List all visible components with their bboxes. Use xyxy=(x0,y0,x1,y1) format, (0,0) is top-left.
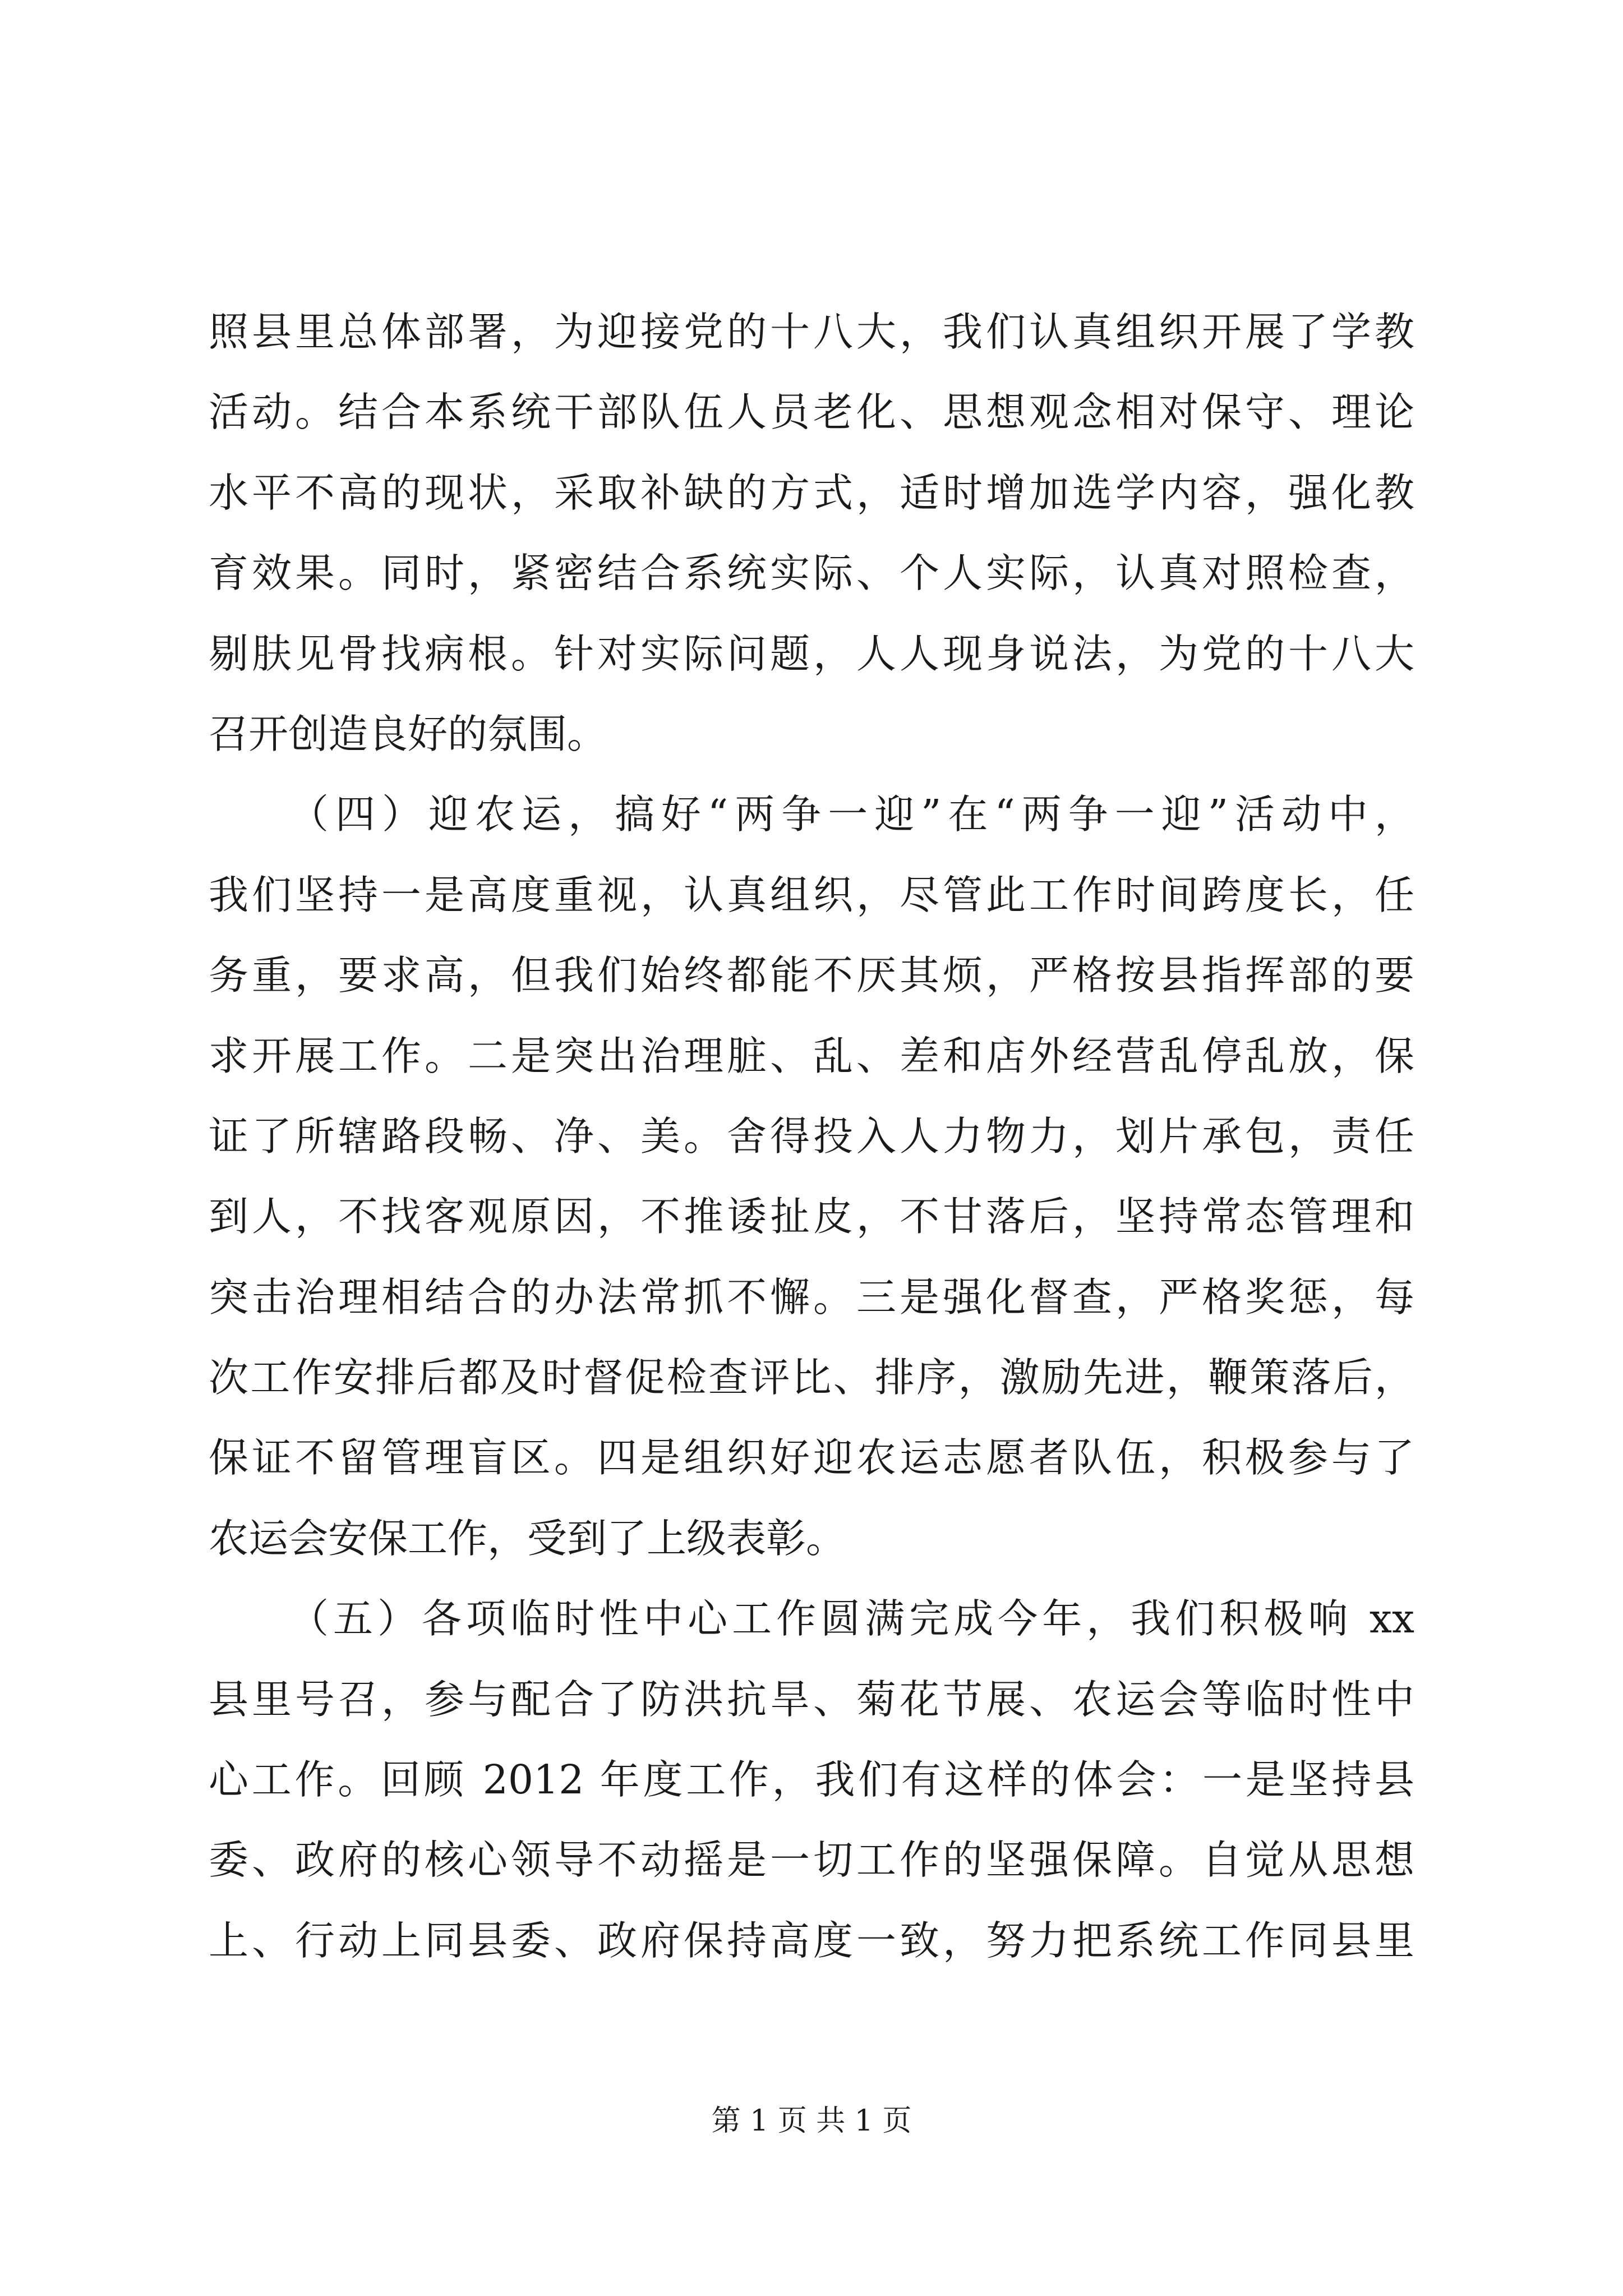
text-line: 照县里总体部署，为迎接党的十八大，我们认真组织开展了学教 xyxy=(209,309,1414,355)
text-line: 水平不高的现状，采取补缺的方式，适时增加选学内容，强化教 xyxy=(209,469,1414,516)
text-line: 上、行动上同县委、政府保持高度一致，努力把系统工作同县里 xyxy=(209,1917,1414,1964)
text-line: 委、政府的核心领导不动摇是一切工作的坚强保障。自觉从思想 xyxy=(209,1837,1414,1884)
text-line: 突击治理相结合的办法常抓不懈。三是强化督查，严格奖惩，每 xyxy=(209,1273,1414,1320)
text-line: 育效果。同时，紧密结合系统实际、个人实际，认真对照检查， xyxy=(209,550,1414,597)
text-line: 剔肤见骨找病根。针对实际问题，人人现身说法，为党的十八大 xyxy=(209,630,1414,677)
text-line: 求开展工作。二是突出治理脏、乱、差和店外经营乱停乱放，保 xyxy=(209,1032,1414,1079)
page-number-footer: 第 1 页 共 1 页 xyxy=(711,2104,912,2138)
text-line: 县里号召，参与配合了防洪抗旱、菊花节展、农运会等临时性中 xyxy=(209,1676,1414,1723)
text-line: 心工作。回顾 2012 年度工作，我们有这样的体会：一是坚持县 xyxy=(209,1756,1414,1803)
section-heading-line: （四）迎农运，搞好“两争一迎”在“两争一迎”活动中， xyxy=(289,791,1414,838)
text-line: 保证不留管理盲区。四是组织好迎农运志愿者队伍，积极参与了 xyxy=(209,1434,1414,1481)
section-heading-line: （五）各项临时性中心工作圆满完成今年，我们积极响 xx xyxy=(289,1595,1414,1642)
text-line: 农运会安保工作，受到了上级表彰。 xyxy=(209,1515,846,1562)
text-line: 活动。结合本系统干部队伍人员老化、思想观念相对保守、理论 xyxy=(209,389,1414,436)
text-line: 我们坚持一是高度重视，认真组织，尽管此工作时间跨度长，任 xyxy=(209,871,1414,918)
text-line: 召开创造良好的氛围。 xyxy=(209,710,607,757)
text-line: 务重，要求高，但我们始终都能不厌其烦，严格按县指挥部的要 xyxy=(209,952,1414,999)
text-line: 到人，不找客观原因，不推诿扯皮，不甘落后，坚持常态管理和 xyxy=(209,1193,1414,1240)
body-text xyxy=(209,292,1414,1981)
text-line: 次工作安排后都及时督促检查评比、排序，激励先进，鞭策落后， xyxy=(209,1354,1414,1401)
text-line: 证了所辖路段畅、净、美。舍得投入人力物力，划片承包，责任 xyxy=(209,1112,1414,1159)
